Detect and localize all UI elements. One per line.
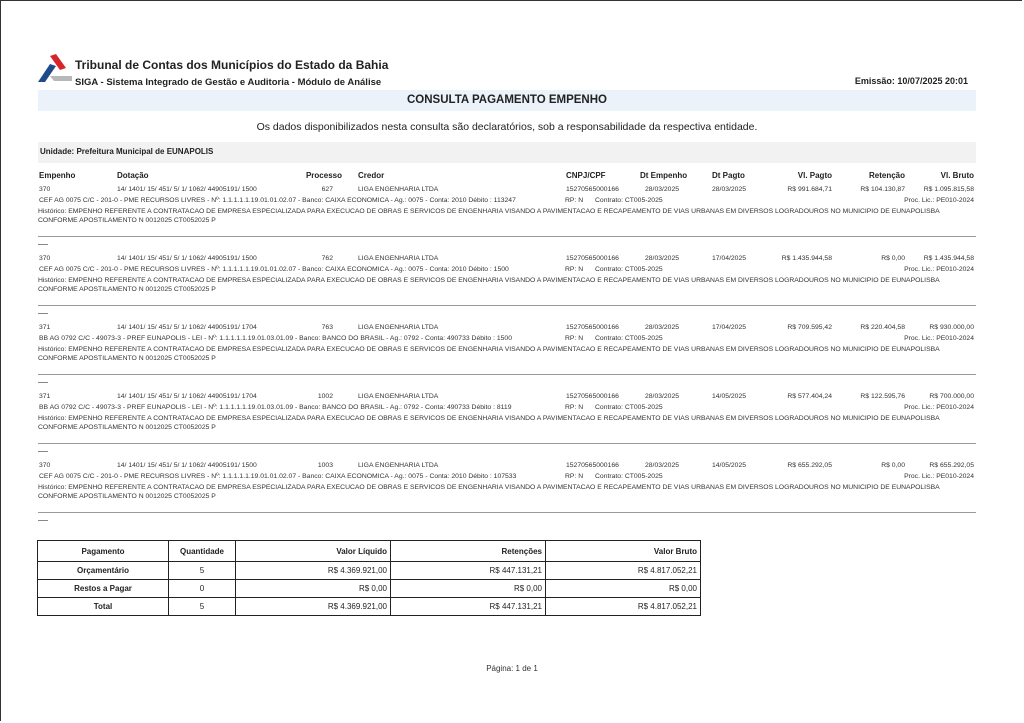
historico: Histórico: EMPENHO REFERENTE A CONTRATACAO DE EMPRESA ESPECIALIZADA PARA EXECUCAO DE OBRAS E SERVICOS DE ENGENHARIA VISANDO A PAVIMENTACAO E RECAPEAMENTO DE VIAS URBANAS EM DIVERSOS LOGRADOUROS NO MUNICIPIO DE EUNAPOLISBA CONFORME APOSTILAMENTO N 0012025 CT0052025 P (38, 415, 940, 431)
summary-quantidade: 5 (169, 562, 236, 580)
record-dash (38, 520, 48, 521)
page-number: Página: 1 de 1 (486, 664, 538, 673)
contrato: Contrato: CT005-2025 (595, 197, 663, 204)
tcm-logo-icon (36, 54, 72, 84)
record-dash (38, 382, 48, 383)
summary-quantidade: 0 (169, 580, 236, 598)
retencao: R$ 104.130,87 (860, 186, 905, 193)
cnpj: 15270565000166 (566, 393, 619, 400)
col-credor: Credor (358, 171, 385, 180)
dotacao: 14/ 1401/ 15/ 451/ 5/ 1/ 1062/ 44905191/ 1500 (117, 462, 257, 469)
org-title: Tribunal de Contas dos Municípios do Estado da Bahia (75, 58, 389, 72)
summary-header: Retenções (391, 541, 546, 562)
report-title-bar (38, 90, 976, 111)
record-dash (38, 451, 48, 452)
vl-bruto: R$ 700.000,00 (929, 393, 974, 400)
dt-pagto: 17/04/2025 (712, 255, 747, 262)
emission-date: Emissão: 10/07/2025 20:01 (854, 76, 968, 86)
summary-row-total (38, 598, 701, 616)
conta: CEF AG 0075 C/C - 201-0 - PME RECURSOS LIVRES - Nº: 1.1.1.1.1.19.01.01.02.07 - Banco: CAIXA ECONOMICA - Ag.: 0075 - Conta: 2010 Débito : 1500 (39, 266, 509, 273)
vl-bruto: R$ 655.292,05 (929, 462, 974, 469)
summary-valor-bruto: R$ 4.817.052,21 (546, 598, 701, 616)
record-separator (38, 305, 976, 306)
col-retencao: Retenção (868, 171, 905, 180)
summary-valor-bruto: R$ 0,00 (546, 580, 701, 598)
record-dash (38, 244, 48, 245)
dotacao: 14/ 1401/ 15/ 451/ 5/ 1/ 1062/ 44905191/ 1500 (117, 255, 257, 262)
report-title: CONSULTA PAGAMENTO EMPENHO (407, 94, 607, 106)
retencao: R$ 220.404,58 (860, 324, 905, 331)
dt-pagto: 17/04/2025 (712, 324, 747, 331)
proc-lic: Proc. Lic.: PE010-2024 (904, 335, 974, 342)
vl-pagto: R$ 655.292,05 (787, 462, 832, 469)
retencao: R$ 0,00 (881, 255, 905, 262)
dt-pagto: 28/03/2025 (712, 186, 747, 193)
rp: RP: N (565, 473, 584, 480)
summary-header: Valor Líquido (236, 541, 391, 562)
cnpj: 15270565000166 (566, 462, 619, 469)
summary-table (37, 540, 701, 616)
empenho: 370 (39, 462, 51, 469)
col-dt-pagto: Dt Pagto (712, 171, 745, 180)
retencao: R$ 122.595,76 (860, 393, 905, 400)
processo: 627 (321, 186, 333, 193)
vl-pagto: R$ 709.595,42 (787, 324, 832, 331)
conta: BB AG 0792 C/C - 49073-3 - PREF EUNAPOLIS - LEI - Nº: 1.1.1.1.1.19.01.03.01.09 - Banco: BANCO DO BRASIL - Ag.: 0792 - Conta: 490733 Débito : 1500 (39, 335, 512, 342)
summary-retencoes: R$ 0,00 (391, 580, 546, 598)
summary-valor-liquido: R$ 4.369.921,00 (236, 598, 391, 616)
empenho: 371 (39, 324, 51, 331)
summary-header: Quantidade (169, 541, 236, 562)
summary-retencoes: R$ 447.131,21 (391, 562, 546, 580)
contrato: Contrato: CT005-2025 (595, 473, 663, 480)
credor: LIGA ENGENHARIA LTDA (358, 462, 439, 469)
summary-valor-liquido: R$ 4.369.921,00 (236, 562, 391, 580)
col-empenho: Empenho (39, 171, 76, 180)
historico: Histórico: EMPENHO REFERENTE A CONTRATACAO DE EMPRESA ESPECIALIZADA PARA EXECUCAO DE OBRAS E SERVICOS DE ENGENHARIA VISANDO A PAVIMENTACAO E RECAPEAMENTO DE VIAS URBANAS EM DIVERSOS LOGRADOUROS NO MUNICIPIO DE EUNAPOLISBA CONFORME APOSTILAMENTO N 0012025 CT0052025 P (38, 208, 940, 224)
payment-record (0, 255, 1024, 323)
credor: LIGA ENGENHARIA LTDA (358, 186, 439, 193)
empenho: 371 (39, 393, 51, 400)
col-vl-pagto: Vl. Pagto (797, 171, 832, 180)
payment-record (0, 324, 1024, 392)
empenho: 370 (39, 186, 51, 193)
record-separator (38, 236, 976, 237)
summary-valor-bruto: R$ 4.817.052,21 (546, 562, 701, 580)
vl-pagto: R$ 991.684,71 (787, 186, 832, 193)
cnpj: 15270565000166 (566, 186, 619, 193)
historico: Histórico: EMPENHO REFERENTE A CONTRATACAO DE EMPRESA ESPECIALIZADA PARA EXECUCAO DE OBRAS E SERVICOS DE ENGENHARIA VISANDO A PAVIMENTACAO E RECAPEAMENTO DE VIAS URBANAS EM DIVERSOS LOGRADOUROS NO MUNICIPIO DE EUNAPOLISBA CONFORME APOSTILAMENTO N 0012025 CT0052025 P (38, 484, 940, 500)
processo: 1002 (317, 393, 333, 400)
dt-pagto: 14/05/2025 (712, 393, 747, 400)
proc-lic: Proc. Lic.: PE010-2024 (904, 197, 974, 204)
summary-valor-liquido: R$ 0,00 (236, 580, 391, 598)
col-vl-bruto: Vl. Bruto (940, 171, 974, 180)
summary-label: Restos a Pagar (38, 580, 169, 598)
system-title: SIGA - Sistema Integrado de Gestão e Auditoria - Módulo de Análise (75, 77, 382, 88)
credor: LIGA ENGENHARIA LTDA (358, 324, 439, 331)
summary-row-orcamentario (38, 562, 701, 580)
unidade-label: Unidade: Prefeitura Municipal de EUNAPOLIS (40, 147, 214, 156)
rp: RP: N (565, 266, 584, 273)
conta: CEF AG 0075 C/C - 201-0 - PME RECURSOS LIVRES - Nº: 1.1.1.1.1.19.01.01.02.07 - Banco: CAIXA ECONOMICA - Ag.: 0075 - Conta: 2010 Débito : 107533 (39, 473, 517, 480)
summary-row-restos (38, 580, 701, 598)
dotacao: 14/ 1401/ 15/ 451/ 5/ 1/ 1062/ 44905191/ 1704 (117, 393, 257, 400)
dt-empenho: 28/03/2025 (645, 324, 680, 331)
cnpj: 15270565000166 (566, 255, 619, 262)
summary-header-row (38, 541, 701, 562)
dt-empenho: 28/03/2025 (645, 393, 680, 400)
processo: 1003 (317, 462, 333, 469)
proc-lic: Proc. Lic.: PE010-2024 (904, 473, 974, 480)
rp: RP: N (565, 404, 584, 411)
record-dash (38, 313, 48, 314)
payment-record (0, 393, 1024, 461)
unidade-bar (38, 142, 976, 163)
contrato: Contrato: CT005-2025 (595, 266, 663, 273)
vl-pagto: R$ 577.404,24 (787, 393, 832, 400)
dotacao: 14/ 1401/ 15/ 451/ 5/ 1/ 1062/ 44905191/ 1500 (117, 186, 257, 193)
proc-lic: Proc. Lic.: PE010-2024 (904, 266, 974, 273)
dt-pagto: 14/05/2025 (712, 462, 747, 469)
summary-quantidade: 5 (169, 598, 236, 616)
processo: 762 (321, 255, 333, 262)
vl-pagto: R$ 1.435.944,58 (781, 255, 832, 262)
summary-label: Total (38, 598, 169, 616)
summary-retencoes: R$ 447.131,21 (391, 598, 546, 616)
rp: RP: N (565, 197, 584, 204)
disclaimer: Os dados disponibilizados nesta consulta são declaratórios, sob a responsabilidade da respectiva entidade. (256, 121, 758, 133)
historico: Histórico: EMPENHO REFERENTE A CONTRATACAO DE EMPRESA ESPECIALIZADA PARA EXECUCAO DE OBRAS E SERVICOS DE ENGENHARIA VISANDO A PAVIMENTACAO E RECAPEAMENTO DE VIAS URBANAS EM DIVERSOS LOGRADOUROS NO MUNICIPIO DE EUNAPOLISBA CONFORME APOSTILAMENTO N 0012025 CT0052025 P (38, 277, 940, 293)
empenho: 370 (39, 255, 51, 262)
summary-label: Orçamentário (38, 562, 169, 580)
vl-bruto: R$ 1.435.944,58 (923, 255, 974, 262)
payment-record (0, 186, 1024, 254)
conta: BB AG 0792 C/C - 49073-3 - PREF EUNAPOLIS - LEI - Nº: 1.1.1.1.1.19.01.03.01.09 - Banco: BANCO DO BRASIL - Ag.: 0792 - Conta: 490733 Débito : 8119 (39, 404, 512, 411)
col-processo: Processo (305, 171, 342, 180)
dt-empenho: 28/03/2025 (645, 186, 680, 193)
col-cnpj: CNPJ/CPF (566, 171, 606, 180)
dotacao: 14/ 1401/ 15/ 451/ 5/ 1/ 1062/ 44905191/ 1704 (117, 324, 257, 331)
vl-bruto: R$ 1.095.815,58 (923, 186, 974, 193)
dt-empenho: 28/03/2025 (645, 462, 680, 469)
record-separator (38, 443, 976, 444)
record-separator (38, 374, 976, 375)
proc-lic: Proc. Lic.: PE010-2024 (904, 404, 974, 411)
cnpj: 15270565000166 (566, 324, 619, 331)
contrato: Contrato: CT005-2025 (595, 404, 663, 411)
summary-header: Valor Bruto (546, 541, 701, 562)
dt-empenho: 28/03/2025 (645, 255, 680, 262)
processo: 763 (321, 324, 333, 331)
payment-record (0, 462, 1024, 530)
col-dt-empenho: Dt Empenho (640, 171, 688, 180)
vl-bruto: R$ 930.000,00 (929, 324, 974, 331)
rp: RP: N (565, 335, 584, 342)
record-separator (38, 512, 976, 513)
historico: Histórico: EMPENHO REFERENTE A CONTRATACAO DE EMPRESA ESPECIALIZADA PARA EXECUCAO DE OBRAS E SERVICOS DE ENGENHARIA VISANDO A PAVIMENTACAO E RECAPEAMENTO DE VIAS URBANAS EM DIVERSOS LOGRADOUROS NO MUNICIPIO DE EUNAPOLISBA CONFORME APOSTILAMENTO N 0012025 CT0052025 P (38, 346, 940, 362)
credor: LIGA ENGENHARIA LTDA (358, 255, 439, 262)
contrato: Contrato: CT005-2025 (595, 335, 663, 342)
summary-header: Pagamento (38, 541, 169, 562)
conta: CEF AG 0075 C/C - 201-0 - PME RECURSOS LIVRES - Nº: 1.1.1.1.1.19.01.01.02.07 - Banco: CAIXA ECONOMICA - Ag.: 0075 - Conta: 2010 Débito : 113247 (39, 197, 516, 204)
retencao: R$ 0,00 (881, 462, 905, 469)
col-dotacao: Dotação (117, 171, 149, 180)
credor: LIGA ENGENHARIA LTDA (358, 393, 439, 400)
